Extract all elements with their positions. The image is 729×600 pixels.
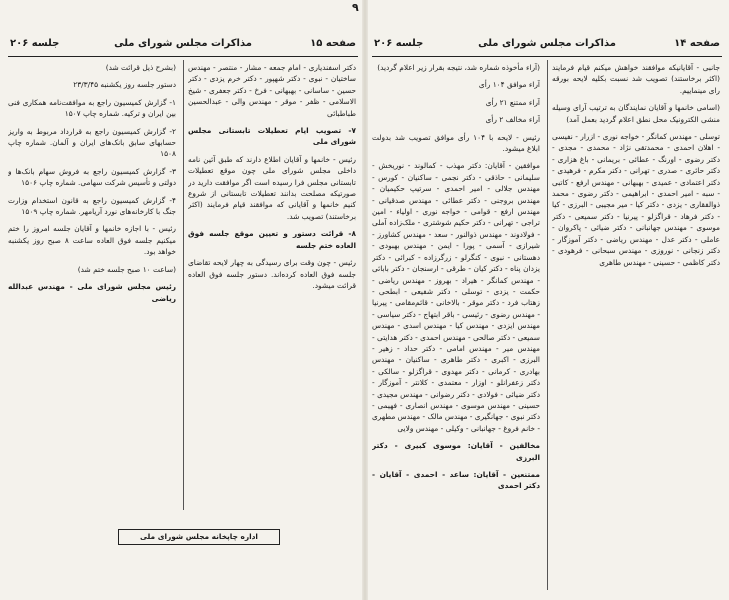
left-page-right-column bbox=[188, 62, 356, 522]
left-page-right-col-paragraph: رئیس - چون وقت برای رسیدگی به چهار لایحه تقاضای جلسه فوق العاده کرده‌اند. دستور جلسه فوق العاده قرائت میشود. bbox=[188, 258, 356, 290]
right-page-left-col-paragraph: رئیس - لایحه با ۱۰۴ رأی موافق تصویب شد بدولت ابلاغ میشود. bbox=[372, 132, 540, 154]
right-page-left-col-paragraph: آراء ممتنع ۲۱ رأی bbox=[485, 97, 540, 107]
right-page-left-col-paragraph: آراء موافق ۱۰۴ رأی bbox=[478, 80, 540, 90]
left-page-right-col-paragraph: دکتر اسفندیاری - امام جمعه - مشار - منتصر - مهندس ساختیان - نبوی - دکتر شهپور - دکتر خرم یزدی - دکتر حسین - ساسانی - بهبهانی - فرخ - دکتر جعفری - شیخ الاسلامی - ظفر - موقر - مهندس والی - عبدالحسین طباطبائی bbox=[188, 63, 356, 118]
left-page-left-col-paragraph: ۴- گزارش کمیسیون راجع به قانون استخدام وزارت جنگ با کارخانه‌های نورد آریامهر. شماره چاپ ۱۵۰۹ bbox=[8, 195, 176, 217]
right-page-left-col-paragraph: (آراء مأخوذه شماره شد، نتیجه بقرار زیر اعلام گردید) bbox=[377, 63, 540, 72]
left-page-left-col-paragraph: ۳- گزارش کمیسیون راجع به فروش سهام بانک‌ها و دولتی و تأسیس شرکت سهامی. شماره چاپ ۱۵۰۶ bbox=[8, 166, 176, 188]
left-page-left-column bbox=[8, 62, 176, 522]
right-page-left-col-paragraph: آراء مخالف ۲ رأی bbox=[485, 115, 540, 125]
right-page-right-col-paragraph: جانبی - آقایانیکه موافقند خواهش میکنم قیام فرمایند (اکثر برخاستند) تصویب شد نسبت بکلیه لایحه بورقه رای مینماییم. bbox=[552, 63, 720, 95]
left-page-left-col-paragraph: رئیس - با اجازه خانمها و آقایان جلسه امروز را ختم میکنیم جلسه فوق العاده ساعت ۸ صبح روز یکشنبه خواهد بود. bbox=[8, 224, 176, 257]
left-column-divider bbox=[183, 60, 184, 510]
print-office-stamp: اداره چاپخانه مجلس شورای ملی bbox=[118, 529, 280, 545]
right-column-divider bbox=[547, 60, 548, 590]
book-gutter bbox=[362, 0, 368, 600]
left-page-right-col-paragraph: رئیس - خانمها و آقایان اطلاع دارند که طبق آئین نامه داخلی مجلس شورای ملی چون موقع تعطیلات تابستانی مجلس فرا رسیده است اگر موافقت دارید در صورتیکه مصلحت بدانند تعطیلات تابستانی از شروع کنیم خانمها و آقایانی که موافقند قیام فرمایند (اکثر برخاستند) تصویب شد. bbox=[188, 154, 356, 221]
left-page-right-col-paragraph: ۸- قرائت دستور و تعیین موقع جلسه فوق العاده ختم جلسه bbox=[188, 229, 356, 250]
left-page-left-col-paragraph: (بشرح ذیل قرائت شد) bbox=[105, 63, 176, 72]
right-page-left-col-paragraph: مخالفین - آقایان: موسوی کبیری - دکتر البرزی bbox=[372, 441, 540, 462]
left-page-header bbox=[8, 38, 358, 54]
right-page-number: صفحه ۱۴ bbox=[674, 38, 720, 49]
right-page-right-column bbox=[552, 62, 720, 594]
left-page-title: مذاکرات مجلس شورای ملی bbox=[114, 38, 252, 49]
right-page-header bbox=[372, 38, 722, 54]
right-page-right-col-paragraph: توسلی - مهندس کمانگر - خواجه نوری - ازرار - نفیسی - اهلان احمدی - محمدتقی نژاد - محمدی - مجدی - دکتر رضوی - اورنگ - عطائی - بریمانی - باغ هزاری - دکتر حائری - صدری - تهرانی - دکتر مکرم - فرهیدی - دکتر اعتمادی - عمیدی - بهبهانی - مهندس ارفع - کاتبی - سبه - امیر احمدی - ابراهیمی - دکتر رضوی - محمد ذوالفقاری - یزدی - دکتر کیا - میر مجیبی - البرزی - کیا - دکتر فرهاد - قراگزلو - پیرنیا - دکتر سمیعی - دکتر موسوی - مهندس جهانبانی - دکتر ضیائی - پاکروان - عاملی - دکتر عدل - مهندس ریاضی - دکتر آموزگار - دکتر زنجانی - نوروزی - مهندس سبحانی - فرهودی - دکتر کاظمی - حسینی - مهندس طاهری bbox=[552, 132, 720, 267]
top-mark: ۹ bbox=[352, 1, 359, 14]
left-page-left-col-paragraph: ۲- گزارش کمیسیون راجع به قرارداد مربوط به واریز حسابهای سابق بانک‌های ایران و آلمان. شماره چاپ ۱۵۰۸ bbox=[8, 126, 176, 159]
left-page bbox=[8, 0, 358, 600]
left-page-left-col-paragraph: رئیس مجلس شورای ملی - مهندس عبدالله ریاضی bbox=[8, 282, 176, 303]
left-page-left-col-paragraph: دستور جلسه روز یکشنبه ۲۳/۳/۴۵ bbox=[73, 80, 176, 90]
left-page-right-col-paragraph: ۷- تصویب ایام تعطیلات تابستانی مجلس شورای ملی bbox=[188, 126, 356, 147]
right-header-rule bbox=[372, 56, 722, 57]
right-page-left-col-paragraph: موافقین - آقایان: دکتر مهذب - کمالوند - نوریخش - سلیمانی - حاذقی - دکتر نجمی - ساکنیان - کورس - مهندس جلالی - امیر احمدی - سرتیپ حکیمیان - مهندس بروجنی - دکتر عطائی - مهندس صدقیانی - مهندس ارفع - قوامی - خواجه نوری - اولیاء - امین تراجی - تهرانی - دکتر حکیم شوشتری - ملک‌زاده آملی - فولادوند - مهندس ذوالنور - سعد - مهندس کشاورز - شیرازی - آسمی - پورا - ایمن - مهندس بهبودی - دهستانی - نبوی - کنگرلو - زرگرزاده - کبرائی - دکتر یزدان پناه - دکتر کیان - طرقی - ارسنجان - دکتر بابائی - مهندس کمانگر - هیراد - بهروز - مهندس ریاضی - حکمت - یزدی - توسلی - دکتر شفیعی - ابطحی - زهتاب فرد - دکتر موقر - بالاخانی - قائم‌مقامی - پیرنیا - مهندس رضوی - رئیسی - باقر ابتهاج - دکتر سیاسی - مهندس ایزدی - مهندس کیا - مهندس اسدی - مهندس سمیعی - دکتر صالحی - مهندس احمدی - دکتر هدایتی - مهندس میر - مهندس امامی - دکتر حداد - زهیر - البرزی - اکبری - دکتر طاهری - ساکنیان - مهندس بهادری - کرمانی - دکتر مهدوی - قراگزلو - سالکی - دکتر زعفرانلو - اوزار - معتمدی - کلانتر - آموزگار - دکتر ضیائی - فولادی - دکتر رضوانی - مهندس مجیدی - حسینی - مهندس موسوی - مهندس انصاری - فهیمی - دکتر نبوی - جهانگیری - مهندس مالک - مهندس مطهری - خانم فروغ - جهانبانی - وکیلی - مهندس ولایی bbox=[372, 161, 540, 433]
left-page-number: صفحه ۱۵ bbox=[310, 38, 356, 49]
left-page-left-col-paragraph: ۱- گزارش کمیسیون راجع به موافقت‌نامه همکاری فنی بین ایران و ترکیه. شماره چاپ ۱۵۰۷ bbox=[8, 97, 176, 119]
right-page-right-col-paragraph: (اسامی خانمها و آقایان نمایندگان به ترتیب آرای وسیله منشی الکترونیک محل نطق اعلام گردید بعمل آمد) bbox=[552, 103, 720, 124]
left-page-session: جلسه ۲۰۶ bbox=[10, 38, 60, 49]
right-page-title: مذاکرات مجلس شورای ملی bbox=[478, 38, 616, 49]
left-page-left-col-paragraph: (ساعت ۱۰ صبح جلسه ختم شد) bbox=[77, 264, 176, 274]
left-header-rule bbox=[8, 56, 358, 57]
right-page-left-col-paragraph: ممتنعین - آقایان: ساعد - احمدی - آقایان - دکتر احمدی bbox=[372, 470, 540, 491]
right-page-left-column bbox=[372, 62, 540, 594]
right-page bbox=[372, 0, 722, 600]
right-page-session: جلسه ۲۰۶ bbox=[374, 38, 424, 49]
